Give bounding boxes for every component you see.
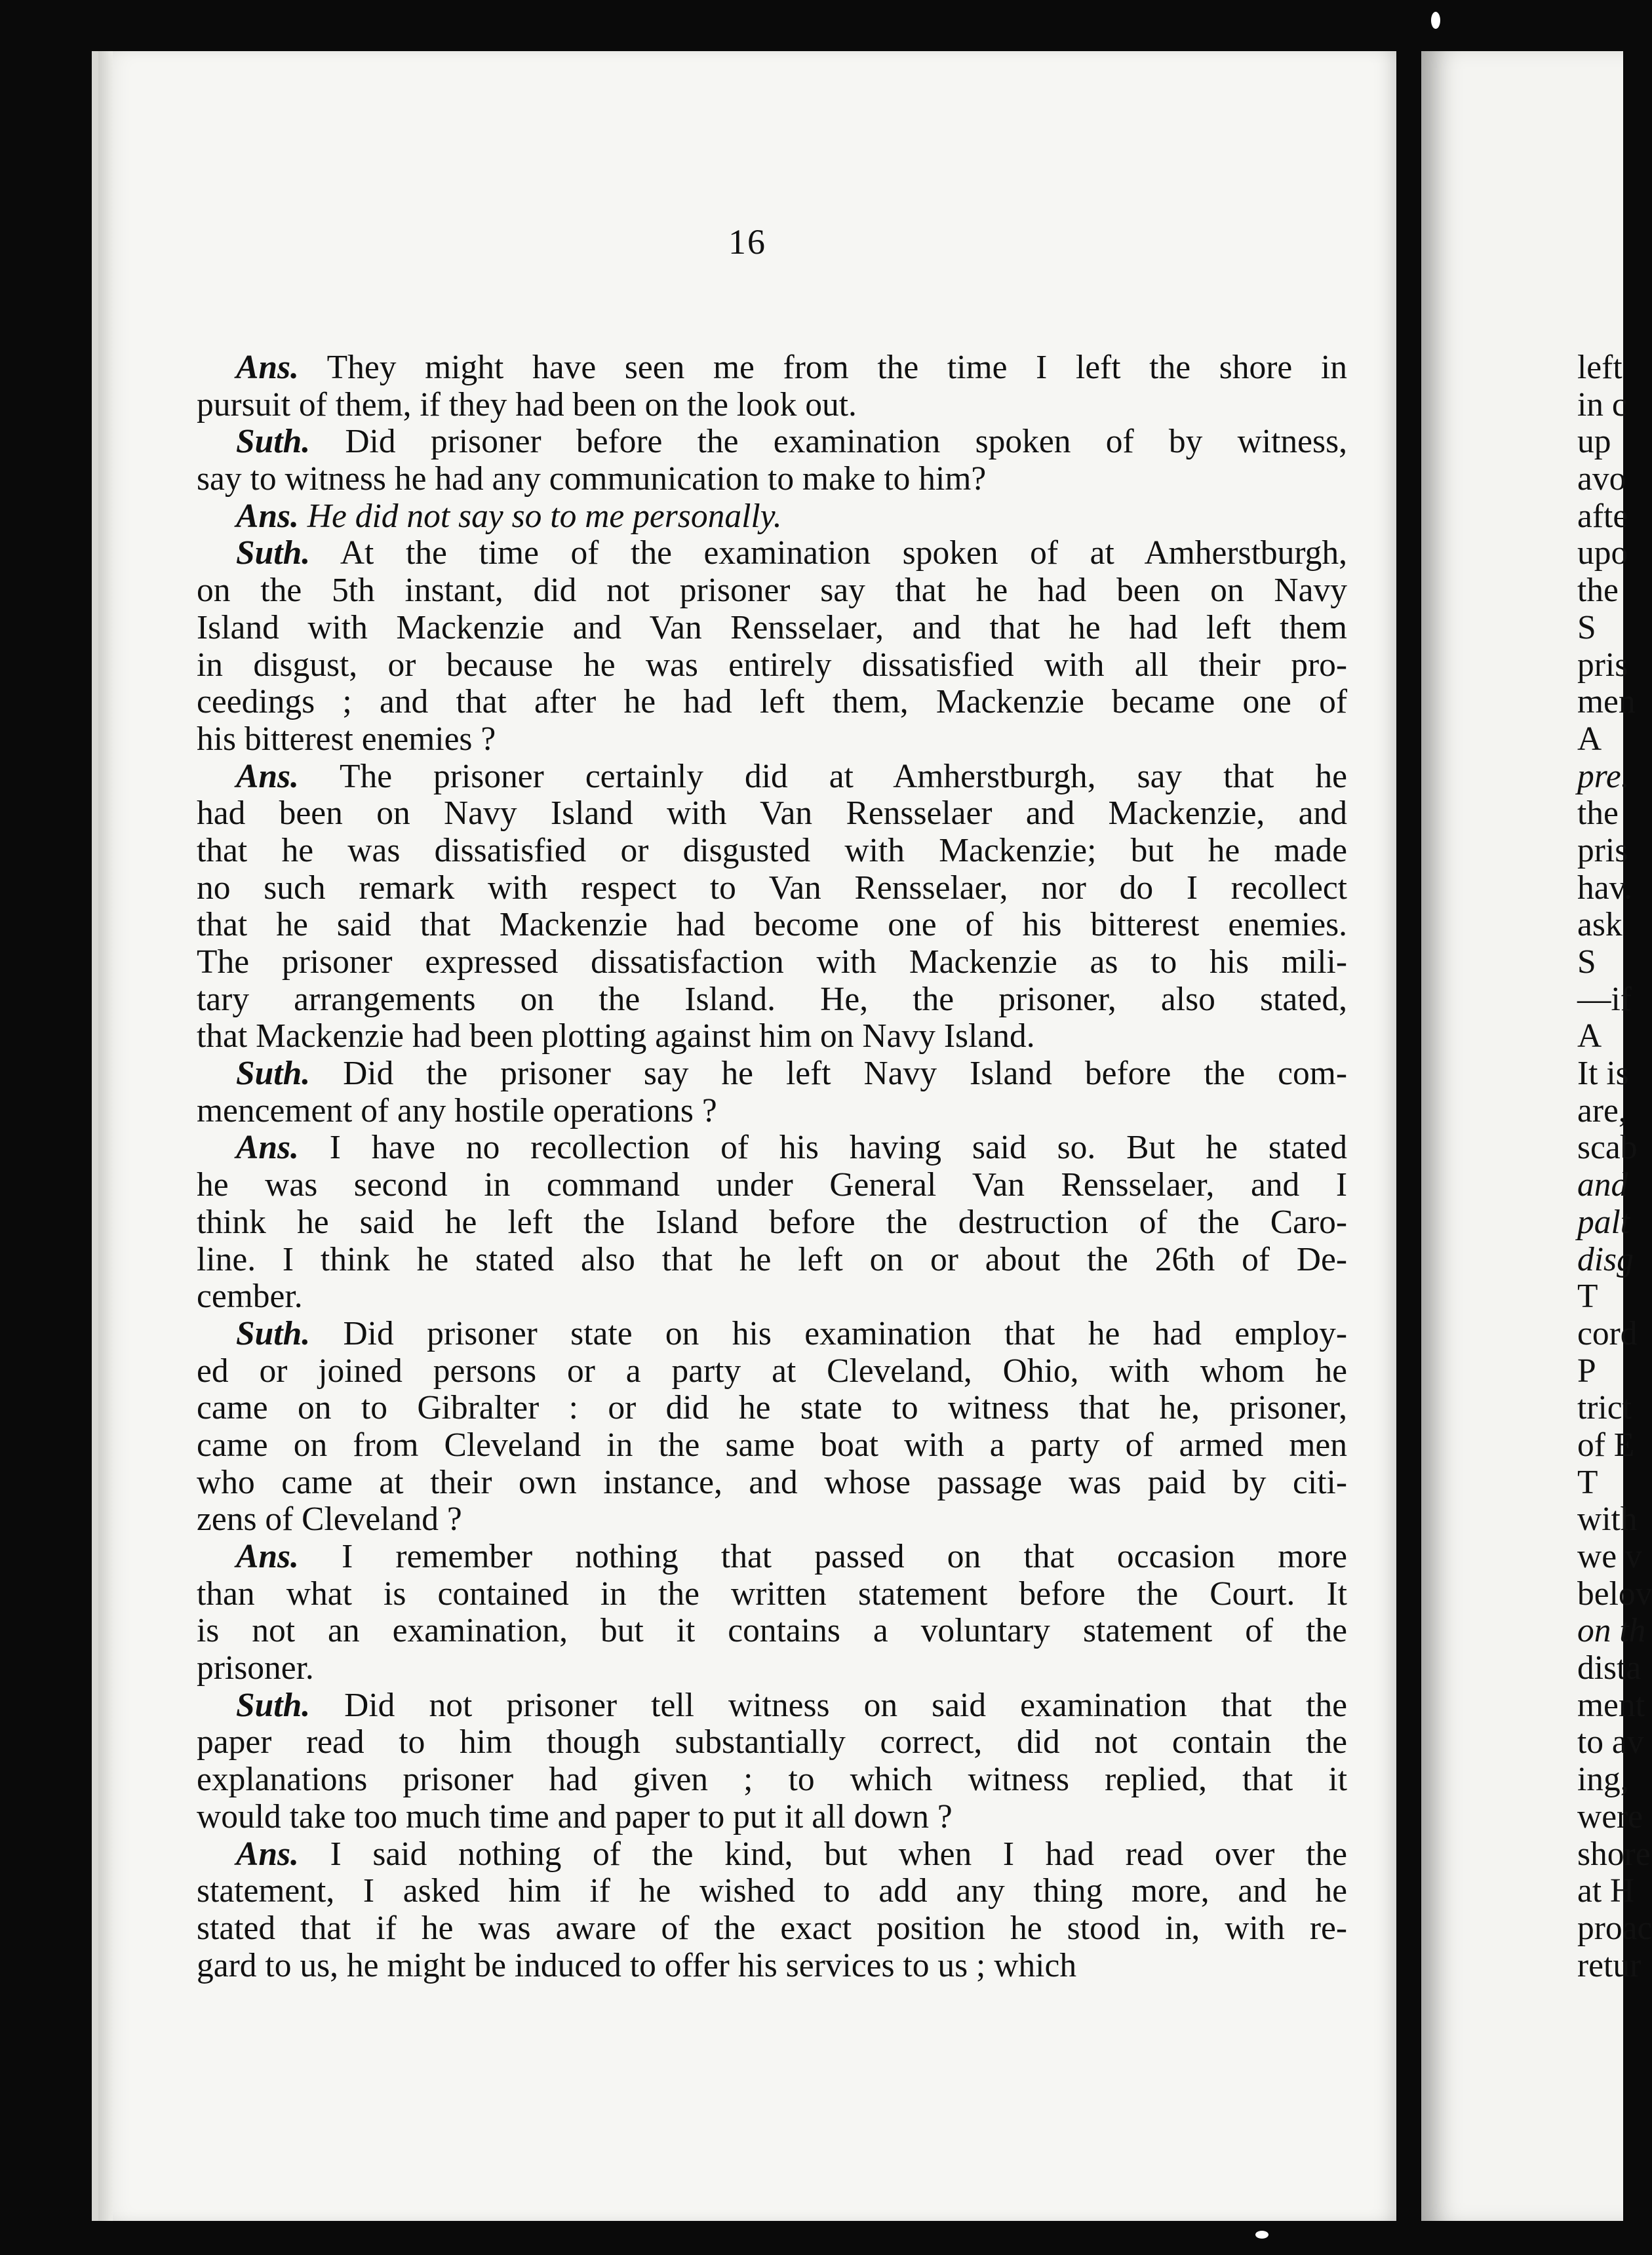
adjacent-page-fragment: trict bbox=[1577, 1389, 1632, 1427]
adjacent-page-fragment: dista bbox=[1577, 1649, 1642, 1687]
text-line bbox=[197, 1724, 1347, 1761]
text-line bbox=[197, 833, 1347, 870]
adjacent-page-fragment: A bbox=[1577, 720, 1602, 758]
line-text: line. I think he stated also that he left on or about the 26th of De- bbox=[197, 1240, 1347, 1278]
adjacent-page-fragment: proac bbox=[1577, 1909, 1652, 1947]
adjacent-page-fragment: scab bbox=[1577, 1129, 1638, 1167]
adjacent-page-fragment: upo bbox=[1577, 534, 1628, 572]
line-text: would take too much time and paper to put it all down ? bbox=[197, 1797, 953, 1835]
adjacent-page-fragment: the bbox=[1577, 794, 1619, 833]
line-text: prisoner. bbox=[197, 1649, 314, 1687]
adjacent-page-fragment: on th bbox=[1577, 1612, 1646, 1650]
adjacent-page-fragment: palt bbox=[1577, 1203, 1630, 1241]
speaker-label: Ans. bbox=[236, 1538, 299, 1575]
adjacent-page-fragment: It is bbox=[1577, 1055, 1629, 1093]
page-binding-edge bbox=[98, 51, 113, 2221]
line-text: no such remark with respect to Van Rensselaer, nor do I recollect bbox=[197, 869, 1347, 907]
adjacent-page bbox=[1421, 51, 1652, 2221]
line-text: tary arrangements on the Island. He, the prisoner, also stated, bbox=[197, 980, 1347, 1018]
adjacent-page-fragment: up bbox=[1577, 423, 1611, 461]
adjacent-page-fragment: men bbox=[1577, 683, 1636, 721]
adjacent-page-fragment: hav. bbox=[1577, 869, 1632, 907]
speaker-label: Suth. bbox=[236, 1686, 311, 1724]
text-line bbox=[197, 1353, 1347, 1390]
text-line bbox=[197, 1427, 1347, 1464]
body-text bbox=[197, 349, 1347, 1984]
line-text: statement, I asked him if he wished to add any thing more, and he bbox=[197, 1872, 1347, 1910]
line-text: pursuit of them, if they had been on the look out. bbox=[197, 385, 857, 423]
speaker-label: Suth. bbox=[236, 534, 311, 572]
text-line bbox=[197, 1129, 1347, 1167]
text-line bbox=[197, 795, 1347, 833]
adjacent-page-fragment: pre. bbox=[1577, 757, 1630, 795]
text-line bbox=[197, 1501, 1347, 1539]
adjacent-page-fragment: ment bbox=[1577, 1686, 1645, 1724]
line-text: gard to us, he might be induced to offer his services to us ; which bbox=[197, 1946, 1077, 1984]
adjacent-page-fragment: ing, bbox=[1577, 1761, 1629, 1799]
line-text: Did not prisoner tell witness on said examination that the bbox=[344, 1686, 1347, 1724]
line-text: I said nothing of the kind, but when I had read over the bbox=[330, 1835, 1347, 1873]
text-line bbox=[197, 1687, 1347, 1725]
text-line bbox=[197, 1390, 1347, 1427]
line-text: I remember nothing that passed on that occasion more bbox=[342, 1538, 1348, 1575]
text-line bbox=[197, 423, 1347, 461]
speaker-label: Ans. bbox=[236, 1835, 299, 1873]
speaker-label: Suth. bbox=[236, 423, 311, 461]
line-text: paper read to him though substantially correct, did not contain the bbox=[197, 1723, 1347, 1761]
line-text: say to witness he had any communication to make to him? bbox=[197, 460, 987, 498]
adjacent-page-fragment: T bbox=[1577, 1278, 1598, 1316]
text-line bbox=[197, 1799, 1347, 1836]
line-text: mencement of any hostile operations ? bbox=[197, 1091, 717, 1129]
text-line bbox=[197, 1204, 1347, 1242]
scan-speck bbox=[1255, 2231, 1268, 2239]
line-text: is not an examination, but it contains a voluntary statement of the bbox=[197, 1612, 1347, 1650]
text-line bbox=[197, 387, 1347, 424]
text-line bbox=[197, 870, 1347, 907]
line-text: ed or joined persons or a party at Cleveland, Ohio, with whom he bbox=[197, 1352, 1347, 1390]
adjacent-page-fragment: in c bbox=[1577, 385, 1627, 423]
text-line bbox=[197, 1539, 1347, 1576]
line-text: The prisoner expressed dissatisfaction with Mackenzie as to his mili- bbox=[197, 943, 1347, 981]
text-line bbox=[197, 535, 1347, 572]
speaker-label: Ans. bbox=[236, 757, 299, 795]
adjacent-page-fragment: ask bbox=[1577, 906, 1622, 944]
line-text: came on to Gibralter : or did he state to witness that he, prisoner, bbox=[197, 1389, 1347, 1427]
document-page bbox=[92, 51, 1396, 2221]
text-line bbox=[197, 684, 1347, 721]
line-text: than what is contained in the written statement before the Court. It bbox=[197, 1575, 1347, 1613]
text-line bbox=[197, 1613, 1347, 1650]
adjacent-page-fragment: were bbox=[1577, 1797, 1643, 1835]
adjacent-page-fragment: of E bbox=[1577, 1426, 1635, 1464]
speaker-label: Suth. bbox=[236, 1055, 311, 1093]
adjacent-page-fragment: S bbox=[1577, 608, 1596, 646]
text-line bbox=[197, 461, 1347, 498]
adjacent-page-fragment: T bbox=[1577, 1463, 1598, 1501]
line-text: Did the prisoner say he left Navy Island before the com- bbox=[343, 1055, 1348, 1093]
speaker-label: Ans. bbox=[236, 349, 299, 386]
line-text: zens of Cleveland ? bbox=[197, 1500, 462, 1539]
text-line bbox=[197, 721, 1347, 758]
adjacent-page-fragment: S bbox=[1577, 943, 1596, 981]
text-line bbox=[197, 944, 1347, 981]
line-text: he was second in command under General Van Rensselaer, and I bbox=[197, 1166, 1347, 1204]
text-line bbox=[197, 1167, 1347, 1204]
line-text: explanations prisoner had given ; to which witness replied, that it bbox=[197, 1761, 1347, 1799]
line-text: stated that if he was aware of the exact position he stood in, with re- bbox=[197, 1909, 1347, 1947]
text-line bbox=[197, 907, 1347, 944]
adjacent-page-fragment: with bbox=[1577, 1500, 1638, 1539]
line-text: on the 5th instant, did not prisoner say that he had been on Navy bbox=[197, 572, 1347, 610]
line-text: think he said he left the Island before the destruction of the Caro- bbox=[197, 1203, 1347, 1241]
adjacent-page-fragment: afte bbox=[1577, 497, 1628, 535]
text-line bbox=[197, 610, 1347, 647]
line-text: who came at their own instance, and whose passage was paid by citi- bbox=[197, 1463, 1347, 1501]
adjacent-page-text bbox=[1577, 349, 1652, 1984]
adjacent-page-fragment: are, bbox=[1577, 1091, 1627, 1129]
text-line bbox=[197, 758, 1347, 796]
line-text: his bitterest enemies ? bbox=[197, 720, 496, 758]
adjacent-page-fragment: pris bbox=[1577, 831, 1628, 869]
adjacent-page-fragment: we v bbox=[1577, 1538, 1642, 1575]
text-line bbox=[197, 1836, 1347, 1873]
text-line bbox=[197, 1576, 1347, 1613]
adjacent-page-fragment: cord bbox=[1577, 1314, 1638, 1352]
line-text: They might have seen me from the time I left the shore in bbox=[326, 349, 1347, 386]
adjacent-page-fragment: avo bbox=[1577, 460, 1626, 498]
adjacent-page-fragment: disg bbox=[1577, 1240, 1634, 1278]
text-line bbox=[197, 1316, 1347, 1353]
text-line bbox=[197, 572, 1347, 610]
line-text: that Mackenzie had been plotting against him on Navy Island. bbox=[197, 1017, 1035, 1055]
text-line bbox=[197, 1018, 1347, 1055]
line-text: I have no recollection of his having said so. But he stated bbox=[329, 1129, 1347, 1167]
adjacent-page-fragment: shore bbox=[1577, 1835, 1651, 1873]
adjacent-page-fragment: and bbox=[1577, 1166, 1628, 1204]
line-text: At the time of the examination spoken of at Amherstburgh, bbox=[340, 534, 1347, 572]
line-text: cember. bbox=[197, 1278, 303, 1316]
text-line bbox=[197, 1242, 1347, 1279]
text-line bbox=[197, 1761, 1347, 1799]
scan-speck bbox=[1431, 12, 1440, 29]
line-text: came on from Cleveland in the same boat with a party of armed men bbox=[197, 1426, 1347, 1464]
line-text: in disgust, or because he was entirely dissatisfied with all their pro- bbox=[197, 646, 1347, 684]
text-line bbox=[197, 1650, 1347, 1687]
adjacent-page-fragment: left bbox=[1577, 349, 1622, 386]
adjacent-page-fragment: retur bbox=[1577, 1946, 1642, 1984]
text-line bbox=[197, 1910, 1347, 1948]
adjacent-page-fragment: to av bbox=[1577, 1723, 1644, 1761]
text-line bbox=[197, 1873, 1347, 1910]
text-line bbox=[197, 1278, 1347, 1316]
line-text: The prisoner certainly did at Amherstburgh, say that he bbox=[340, 757, 1348, 795]
text-line bbox=[197, 1055, 1347, 1093]
line-text: had been on Navy Island with Van Rensselaer and Mackenzie, and bbox=[197, 794, 1347, 833]
text-line bbox=[197, 647, 1347, 684]
text-line bbox=[197, 1948, 1347, 1985]
speaker-label: Ans. bbox=[236, 1129, 299, 1167]
adjacent-page-fragment: —if bbox=[1577, 980, 1632, 1018]
line-text: Island with Mackenzie and Van Rensselaer, and that he had left them bbox=[197, 608, 1347, 646]
line-text: Did prisoner before the examination spoken of by witness, bbox=[345, 423, 1347, 461]
adjacent-page-fragment: the bbox=[1577, 572, 1619, 610]
text-line bbox=[197, 498, 1347, 536]
adjacent-page-fragment: at H bbox=[1577, 1872, 1635, 1910]
adjacent-page-fragment: A bbox=[1577, 1017, 1602, 1055]
adjacent-page-fragment: pris bbox=[1577, 646, 1628, 684]
text-line bbox=[197, 1464, 1347, 1502]
line-text: Did prisoner state on his examination that he had employ- bbox=[343, 1314, 1348, 1352]
line-text: He did not say so to me personally. bbox=[307, 497, 782, 535]
text-line bbox=[197, 981, 1347, 1019]
text-line bbox=[197, 349, 1347, 387]
speaker-label: Ans. bbox=[236, 497, 299, 535]
speaker-label: Suth. bbox=[236, 1314, 311, 1352]
text-line bbox=[197, 1093, 1347, 1130]
line-text: that he said that Mackenzie had become one of his bitterest enemies. bbox=[197, 906, 1347, 944]
page-number: 16 bbox=[728, 222, 766, 262]
line-text: that he was dissatisfied or disgusted with Mackenzie; but he made bbox=[197, 831, 1347, 869]
line-text: ceedings ; and that after he had left them, Mackenzie became one of bbox=[197, 683, 1347, 721]
adjacent-page-fragment: P bbox=[1577, 1352, 1596, 1390]
adjacent-page-fragment: belov bbox=[1577, 1575, 1652, 1613]
